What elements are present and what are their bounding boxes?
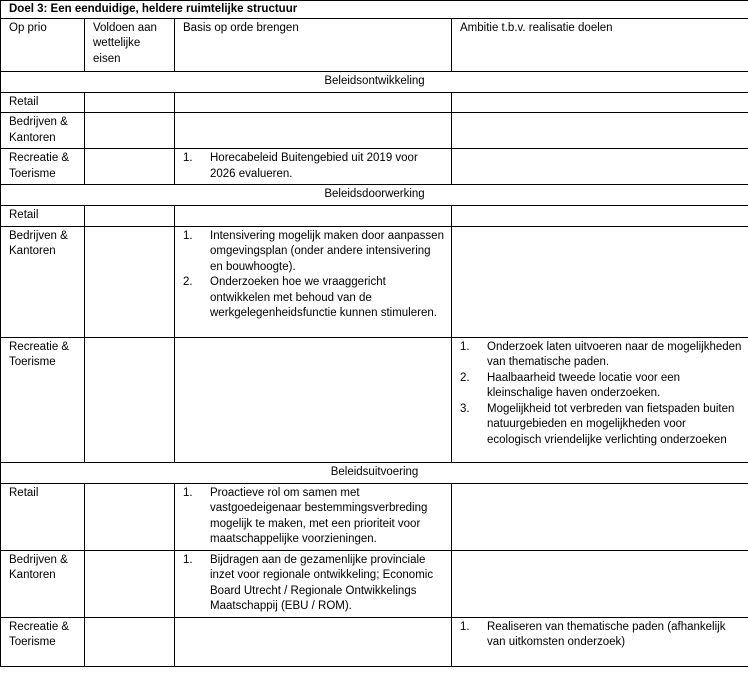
table-row (1, 617, 748, 666)
list-item (183, 275, 446, 322)
list-item-number: 1. (183, 152, 193, 164)
cell-basis (175, 226, 452, 337)
list-item (183, 553, 446, 615)
cell-ambitie (452, 337, 748, 462)
cell-wettelijke-eisen (85, 113, 175, 149)
cell-wettelijke-eisen (85, 550, 175, 617)
table-row (1, 226, 748, 337)
list-item-text: Haalbaarheid tweede locatie voor een kleinschalige haven onderzoeken. (487, 371, 681, 399)
list-item-text: Onderzoek laten uitvoeren naar de mogelijkheden van thematische paden. (487, 340, 742, 368)
header-ambitie: Ambitie t.b.v. realisatie doelen (452, 18, 748, 71)
section-title: Beleidsontwikkeling (1, 71, 748, 92)
table-row (1, 149, 748, 185)
list-item (460, 402, 743, 449)
cell-basis (175, 92, 452, 113)
section-row (1, 462, 748, 483)
header-basis: Basis op orde brengen (175, 18, 452, 71)
list-item-text: Intensivering mogelijk maken door aanpassen omgevingsplan (onder andere intensivering en bouwhoogte). (210, 229, 444, 273)
list-item-text: Mogelijkheid tot verbreden van fietspaden buiten natuurgebieden en mogelijkheden voor ecologisch vriendelijke verlichting onderzoeken (487, 402, 735, 446)
list-item-text: Realiseren van thematische paden (afhankelijk van uitkomsten onderzoek) (487, 620, 726, 648)
cell-basis (175, 337, 452, 462)
cell-ambitie (452, 483, 748, 550)
row-label: Recreatie & Toerisme (1, 149, 85, 185)
list-item-text: Horecabeleid Buitengebied uit 2019 voor 2026 evalueren. (210, 152, 418, 180)
cell-basis (175, 206, 452, 227)
cell-wettelijke-eisen (85, 483, 175, 550)
cell-ambitie (452, 149, 748, 185)
cell-ambitie (452, 92, 748, 113)
table-row (1, 337, 748, 462)
row-label: Retail (1, 206, 85, 227)
cell-wettelijke-eisen (85, 206, 175, 227)
list-item-number: 2. (460, 371, 470, 384)
table-row (1, 113, 748, 149)
cell-ambitie (452, 226, 748, 337)
cell-wettelijke-eisen (85, 226, 175, 337)
list-item-text: Bijdragen aan de gezamenlijke provinciale inzet voor regionale ontwikkeling; Economic Board Utrecht / Regionale Ontwikkelings Maatschappij (EBU / ROM). (210, 553, 434, 612)
header-wettelijke-eisen: Voldoen aan wettelijke eisen (85, 18, 175, 71)
row-label: Bedrijven & Kantoren (1, 550, 85, 617)
table-row (1, 206, 748, 227)
section-title: Beleidsuitvoering (1, 462, 748, 483)
cell-basis (175, 550, 452, 617)
ambitie-list (460, 340, 743, 449)
list-item-number: 1. (183, 229, 193, 242)
list-item-number: 1. (183, 486, 193, 499)
table-title-row (1, 1, 748, 19)
table-row (1, 550, 748, 617)
cell-ambitie (452, 113, 748, 149)
section-row (1, 71, 748, 92)
list-item (460, 620, 743, 651)
basis-list (183, 151, 446, 182)
basis-list (183, 229, 446, 322)
cell-wettelijke-eisen (85, 617, 175, 666)
list-item-text: Proactieve rol om samen met vastgoedeigenaar bestemmingsverbreding mogelijk te maken, met een prioriteit voor maatschappelijke voorzieningen. (210, 486, 428, 545)
list-item (460, 340, 743, 371)
section-title: Beleidsdoorwerking (1, 185, 748, 206)
cell-basis (175, 149, 452, 185)
list-item-number: 3. (460, 402, 470, 415)
list-item (183, 229, 446, 276)
basis-list (183, 553, 446, 615)
cell-wettelijke-eisen (85, 92, 175, 113)
row-label: Recreatie & Toerisme (1, 617, 85, 666)
cell-ambitie (452, 617, 748, 666)
row-label: Retail (1, 483, 85, 550)
ambitie-list (460, 620, 743, 651)
list-item-number: 1. (460, 620, 470, 633)
table-row (1, 483, 748, 550)
list-item (460, 371, 743, 402)
cell-ambitie (452, 206, 748, 227)
cell-basis (175, 113, 452, 149)
row-label: Retail (1, 92, 85, 113)
cell-ambitie (452, 550, 748, 617)
list-item (183, 486, 446, 548)
header-op-prio: Op prio (1, 18, 85, 71)
row-label: Recreatie & Toerisme (1, 337, 85, 462)
list-item-number: 2. (183, 276, 193, 288)
row-label: Bedrijven & Kantoren (1, 113, 85, 149)
list-item-number: 1. (460, 340, 470, 353)
list-item-text: Onderzoeken hoe we vraaggericht ontwikkelen met behoud van de werkgelegenheidsfunctie kunnen stimuleren. (210, 276, 437, 319)
list-item-number: 1. (183, 553, 193, 566)
header-row (1, 18, 748, 71)
basis-list (183, 486, 446, 548)
cell-wettelijke-eisen (85, 149, 175, 185)
list-item (183, 151, 446, 182)
cell-wettelijke-eisen (85, 337, 175, 462)
section-row (1, 185, 748, 206)
cell-basis (175, 617, 452, 666)
table-title: Doel 3: Een eenduidige, heldere ruimtelijke structuur (1, 1, 748, 19)
row-label: Bedrijven & Kantoren (1, 226, 85, 337)
cell-basis (175, 483, 452, 550)
table-row (1, 92, 748, 113)
